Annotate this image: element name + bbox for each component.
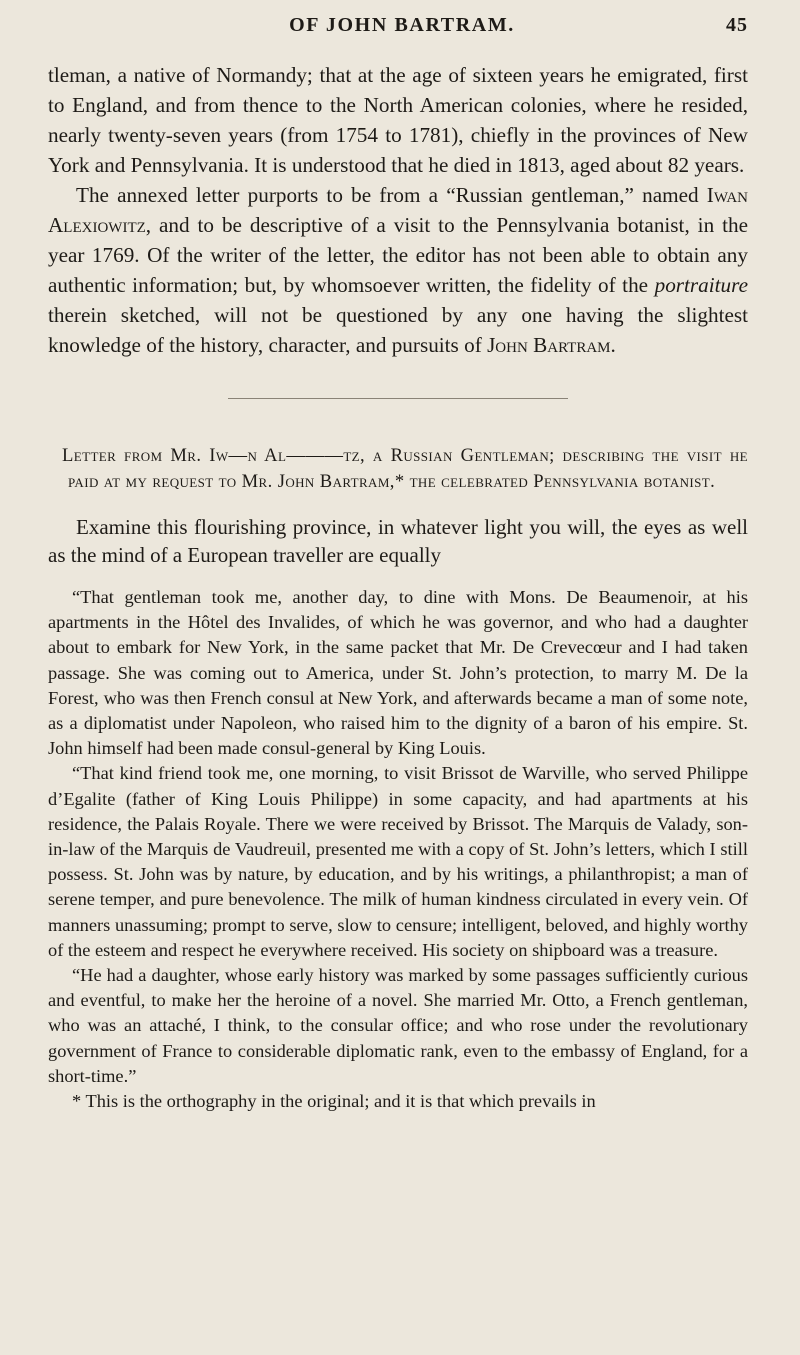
running-head [48, 0, 748, 60]
intro-text: , and to be descriptive of a visit to the Pennsylvania botanist, in the year 1769. Of the writer of the letter, the editor has not been able to obtain any authentic information; but, by whomsoever written, the fidelity of the [48, 213, 748, 297]
section-divider [228, 398, 568, 399]
writer-name: Iwan Alexiowitz [48, 183, 748, 237]
letter-body [48, 585, 748, 1114]
letter-heading: Letter from Mr. Iw—n Al———tz, a Russian Gentleman; describing the visit he paid at my request to Mr. John Bartram,* the celebrated Pennsylvania botanist. [62, 445, 748, 492]
running-title: OF JOHN BARTRAM. [289, 14, 515, 36]
epigraph: Examine this flourishing province, in whatever light you will, the eyes as well as the mind of a European traveller are equally [48, 515, 748, 567]
intro-text: The annexed letter purports to be from a “Russian gentleman,” named [76, 183, 707, 207]
body-paragraph: “He had a daughter, whose early history was marked by some passages sufficiently curious and eventful, to make her the heroine of a novel. She married Mr. Otto, a French gentleman, who was an attaché, I think, to the consular office; and who rose under the revolutionary government of France to considerable diplomatic rank, even to the embassy of England, for a short-time.” [48, 965, 748, 1086]
intro-text: . [610, 333, 616, 357]
body-paragraph: “That kind friend took me, one morning, to visit Brissot de Warville, who served Philippe d’Egalite (father of King Louis Philippe) in some capacity, and had apartments at his residence, the Palais Royale. There we were received by Brissot. The Marquis de Valady, son-in-law of the Marquis de Vaudreuil, presented me with a copy of St. John’s letters, which I still possess. St. John was by nature, by education, and by his writings, a philanthropist; a man of serene temper, and pure benevolence. The milk of human kindness circulated in every vein. Of manners unassuming; prompt to serve, slow to censure; intelligent, beloved, and highly worthy of the esteem and respect he everywhere received. His society on shipboard was a treasure. [48, 763, 748, 960]
intro-paragraph-2 [48, 180, 748, 360]
page-number: 45 [726, 14, 748, 36]
intro-text: therein sketched, will not be questioned by any one having the slightest knowledge of the history, character, and pursuits of [48, 303, 748, 357]
intro-section [48, 60, 748, 360]
body-paragraph: “That gentleman took me, another day, to dine with Mons. De Beaumenoir, at his apartments in the Hôtel des Invalides, of which he was governor, and who had a daughter about to embark for New York, in the same packet that Mr. De Crevecœur and I had taken passage. She was coming out to America, under St. John’s protection, to marry M. De la Forest, who was then French consul at New York, and afterwards became a man of some note, as a diplomatist under Napoleon, who raised him to the dignity of a baron of his empire. St. John himself had been made consul-general by King Louis. [48, 587, 748, 759]
italic-word: portraiture [654, 273, 748, 297]
intro-paragraph-1: tleman, a native of Normandy; that at the age of sixteen years he emigrated, first to England, and from thence to the North American colonies, where he resided, nearly twenty-seven years (from 1754 to 1781), chiefly in the provinces of New York and Pennsylvania. It is understood that he died in 1813, aged about 82 years. [48, 63, 748, 177]
footnote: * This is the orthography in the original; and it is that which prevails in [72, 1091, 596, 1112]
subject-name: John Bartram [487, 333, 611, 357]
